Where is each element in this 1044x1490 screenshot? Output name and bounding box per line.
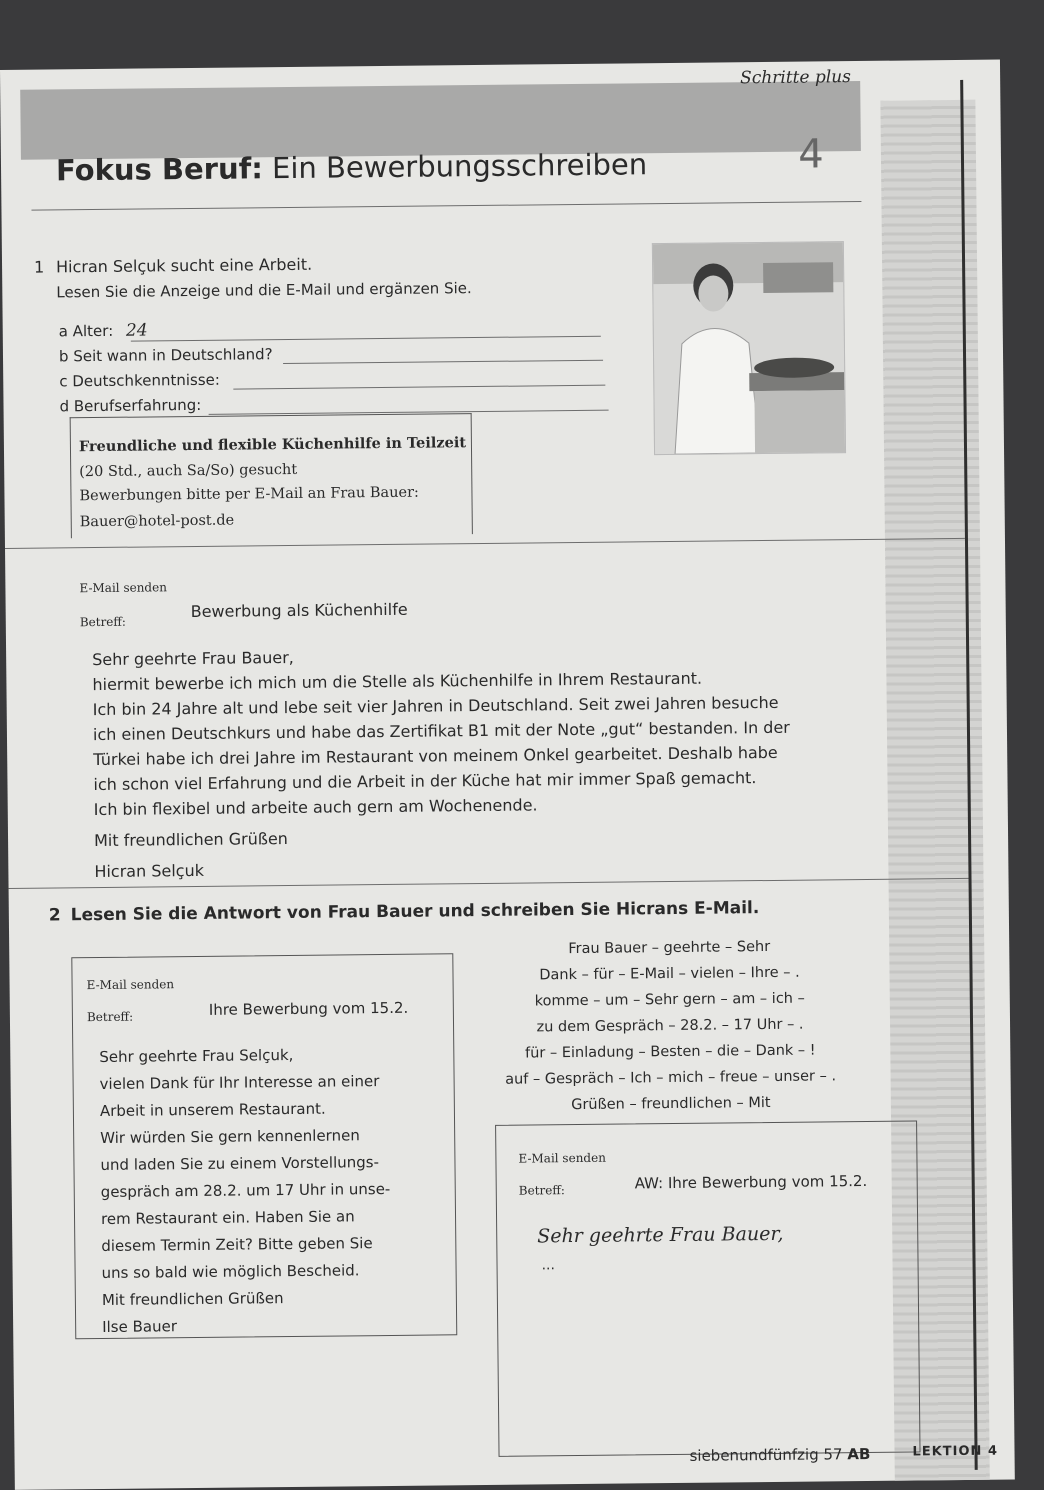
title-rest: Ein Bewerbungsschreiben <box>262 147 648 186</box>
question-d-label: d Berufserfahrung: <box>59 395 202 416</box>
email3-header: E-Mail senden <box>518 1150 606 1166</box>
email1-line: Sehr geehrte Frau Bauer, <box>92 647 294 670</box>
answer-line-c[interactable] <box>233 385 605 390</box>
task1-number: 1 <box>33 257 45 277</box>
task1-heading <box>34 255 312 277</box>
email1-line: Türkei habe ich drei Jahre im Restaurant von meinem Onkel gearbeitet. Deshalb habe <box>93 742 778 770</box>
email1-line: Mit freundlichen Grüßen <box>93 829 288 851</box>
email2-line: uns so bald wie möglich Bescheid. <box>101 1261 360 1283</box>
handwritten-corner-note: Schritte plus <box>740 67 852 89</box>
word-bank-line: auf – Gespräch – Ich – mich – freue – unser – . <box>505 1068 837 1088</box>
kitchen-worker-illustration <box>653 242 845 454</box>
word-bank-line: Dank – für – E-Mail – vielen – Ihre – . <box>539 964 800 984</box>
word-bank <box>479 933 861 1119</box>
email1-subject-label: Betreff: <box>79 614 127 630</box>
task1-heading-text: Hicran Selçuk sucht eine Arbeit. <box>55 254 313 277</box>
email1-header: E-Mail senden <box>79 580 167 596</box>
email1-line: ich einen Deutschkurs und habe das Zertifikat B1 mit der Note „gut“ bestanden. In der <box>92 717 790 745</box>
email2-subject-label: Betreff: <box>86 1009 134 1025</box>
word-bank-line: für – Einladung – Besten – die – Dank – ! <box>524 1042 816 1062</box>
ad-line-4: Bauer@hotel-post.de <box>79 512 235 531</box>
email1-line: ich schon viel Erfahrung und die Arbeit in der Küche hat mir immer Spaß gemacht. <box>93 768 757 795</box>
ad-line-2: (20 Std., auch Sa/So) gesucht <box>79 461 298 481</box>
email2-box <box>71 953 457 1339</box>
lesson-number: 4 <box>797 131 824 178</box>
ad-line-1: Freundliche und flexible Küchenhilfe in Teilzeit <box>78 434 467 456</box>
email1-line: Ich bin flexibel und arbeite auch gern am Wochenende. <box>93 795 538 820</box>
job-advertisement <box>70 413 473 538</box>
email1-body <box>92 640 794 884</box>
answer-line-a <box>131 336 601 342</box>
question-b <box>59 345 273 365</box>
email1-line: hiermit bewerbe ich mich um die Stelle als Küchenhilfe in Ihrem Restaurant. <box>92 668 703 695</box>
email1-subject: Bewerbung als Küchenhilfe <box>190 599 408 622</box>
email2-subject: Ihre Bewerbung vom 15.2. <box>208 998 409 1019</box>
email2-line: Sehr geehrte Frau Selçuk, <box>99 1045 294 1067</box>
question-a <box>59 320 148 341</box>
task2-heading <box>49 898 760 925</box>
task2-heading-text: Lesen Sie die Antwort von Frau Bauer und schreiben Sie Hicrans E-Mail. <box>70 898 760 926</box>
email2-line: Arbeit in unserem Restaurant. <box>99 1099 326 1121</box>
email3-subject: AW: Ihre Bewerbung vom 15.2. <box>634 1171 868 1193</box>
email3-handwritten-salutation[interactable]: Sehr geehrte Frau Bauer, <box>537 1222 784 1248</box>
email2-header: E-Mail senden <box>86 977 175 993</box>
lektion-label: LEKTION 4 <box>912 1443 999 1460</box>
answer-line-b[interactable] <box>283 360 603 364</box>
section-rule-1 <box>5 538 965 549</box>
email2-line: vielen Dank für Ihr Interesse an einer <box>99 1072 380 1094</box>
email2-line: diesem Termin Zeit? Bitte geben Sie <box>101 1234 373 1256</box>
email2-body <box>99 1041 392 1341</box>
email2-line: gespräch am 28.2. um 17 Uhr in unse- <box>100 1179 391 1202</box>
title-bold: Fokus Beruf: <box>55 151 264 188</box>
word-bank-line: Grüßen – freundlichen – Mit <box>571 1094 771 1114</box>
email2-line: und laden Sie zu einem Vorstellungs- <box>100 1153 380 1175</box>
title-rule <box>31 201 861 211</box>
task1-instruction: Lesen Sie die Anzeige und die E-Mail und ergänzen Sie. <box>56 279 472 302</box>
task2-number: 2 <box>48 905 61 926</box>
email3-subject-label: Betreff: <box>518 1183 565 1198</box>
email2-line: Mit freundlichen Grüßen <box>101 1289 284 1309</box>
kitchen-worker-photo <box>652 241 846 455</box>
page-footer <box>689 1445 870 1465</box>
question-d <box>59 396 201 415</box>
email2-line: rem Restaurant ein. Haben Sie an <box>100 1207 355 1229</box>
question-a-answer[interactable]: 24 <box>125 320 148 341</box>
workbook-page <box>0 60 1015 1490</box>
ad-line-3: Bewerbungen bitte per E-Mail an Frau Bauer: <box>79 484 419 505</box>
question-c-label: c Deutschkenntnisse: <box>59 370 220 391</box>
email2-line: Wir würden Sie gern kennenlernen <box>100 1126 360 1148</box>
question-b-label: b Seit wann in Deutschland? <box>58 345 273 366</box>
page-number-text: siebenundfünfzig 57 <box>689 1445 843 1465</box>
email2-line: Ilse Bauer <box>102 1317 178 1336</box>
email1-line: Hicran Selçuk <box>94 860 205 882</box>
question-a-label: a Alter: <box>58 321 114 341</box>
header-band <box>20 81 861 160</box>
question-c <box>59 371 220 391</box>
word-bank-line: Frau Bauer – geehrte – Sehr <box>568 938 771 958</box>
word-bank-line: komme – um – Sehr gern – am – ich – <box>534 990 805 1010</box>
email1-line: Ich bin 24 Jahre alt und lebe seit vier Jahren in Deutschland. Seit zwei Jahren besuche <box>92 692 779 720</box>
email3-continuation-dots: ... <box>541 1257 555 1274</box>
ab-label: AB <box>847 1444 871 1464</box>
email3-box <box>495 1120 920 1456</box>
page-title <box>56 147 647 187</box>
word-bank-line: zu dem Gespräch – 28.2. – 17 Uhr – . <box>536 1016 804 1036</box>
